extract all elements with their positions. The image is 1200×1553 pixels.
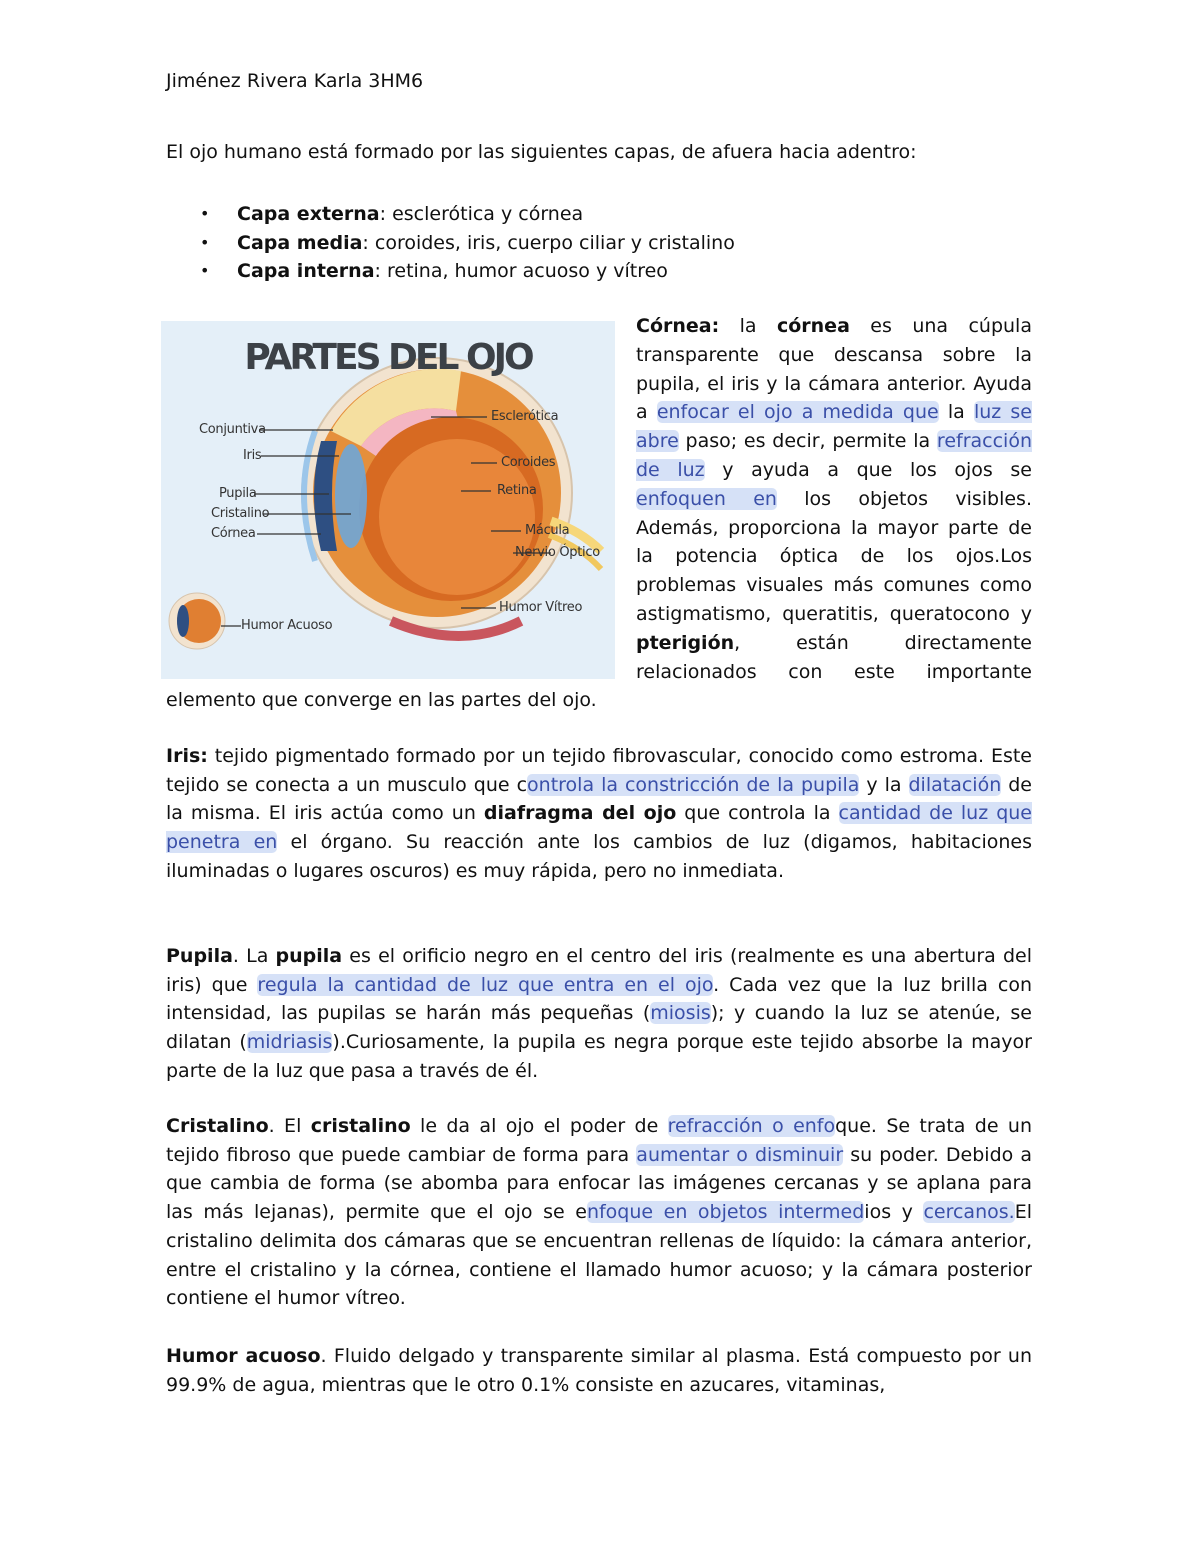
- iris-heading: Iris:: [166, 745, 208, 767]
- highlight: nfoque en objetos intermed: [586, 1201, 865, 1224]
- humor-acuoso-paragraph: Humor acuoso. Fluido delgado y transparente similar al plasma. Está compuesto por un 99.9% de agua, mientras que le otro 0.1% consiste en azucares, vitaminas,: [166, 1345, 1033, 1396]
- label-nervio-optico: Nervio Óptico: [515, 545, 600, 560]
- layer-description: retina, humor acuoso y vítreo: [386, 260, 668, 282]
- highlight: refracción de luz: [636, 430, 1032, 481]
- pupila-heading: Pupila: [166, 945, 233, 967]
- humor-acuoso-heading: Humor acuoso: [166, 1345, 321, 1367]
- list-item: • Capa externa: esclerótica y córnea: [166, 200, 735, 229]
- highlight: cercanos.: [923, 1201, 1015, 1224]
- label-humor-acuoso: Humor Acuoso: [241, 618, 333, 633]
- label-conjuntiva: Conjuntiva: [199, 422, 266, 437]
- label-cornea: Córnea: [211, 526, 256, 541]
- author-line: Jiménez Rivera Karla 3HM6: [166, 70, 424, 92]
- highlight: miosis: [650, 1002, 711, 1025]
- intro-sentence: El ojo humano está formado por las siguientes capas, de afuera hacia adentro:: [166, 141, 917, 163]
- layer-name: Capa interna: [237, 260, 375, 282]
- highlight: dilatación: [908, 773, 1002, 796]
- label-esclerotica: Esclerótica: [491, 409, 559, 424]
- label-humor-vitreo: Humor Vítreo: [499, 600, 583, 615]
- highlight: cantidad de luz que penetra en: [166, 802, 1032, 854]
- highlight: midriasis: [246, 1031, 333, 1054]
- list-item: • Capa media: coroides, iris, cuerpo ciliar y cristalino: [166, 229, 735, 258]
- pupila-paragraph: Pupila. La pupila es el orificio negro en el centro del iris (realmente es una abertura del iris) que regula la cantidad de luz que entra en el ojo. Cada vez que la luz brilla con intensidad, las pupilas se harán más pequeñas (miosis); y cuando la luz se atenúe, se dilatan (midriasis).Curiosamente, la pupila es negra porque este tejido absorbe la mayor parte de la luz que pasa a través de él.: [166, 945, 1033, 1082]
- highlight: enfocar el ojo a medida que: [656, 401, 939, 424]
- label-iris: Iris: [243, 448, 262, 463]
- cornea-paragraph: Córnea: la córnea es una cúpula transparente que descansa sobre la pupila, el iris y la cámara anterior. Ayuda a enfocar el ojo a medida que la luz se abre paso; es decir, permite la refracción de luz y ayuda a que los ojos se enfoquen en los objetos visibles. Además, proporciona la mayor parte de la potencia óptica de los ojos.Los problemas visuales más comunes como astigmatismo, queratitis, queratocono y pterigión, están directamente relacionados con este importante elemento que converge en las partes del ojo.: [166, 315, 1032, 712]
- cornea-heading: Córnea:: [636, 315, 720, 337]
- figure-title: PARTES DEL OJO: [244, 337, 532, 378]
- layer-description: coroides, iris, cuerpo ciliar y cristalino: [374, 231, 735, 254]
- label-retina: Retina: [497, 483, 537, 498]
- label-coroides: Coroides: [501, 455, 556, 470]
- highlight: aumentar o disminuir: [636, 1143, 844, 1166]
- highlight: luz se abre: [636, 401, 1032, 453]
- iris-paragraph: Iris: tejido pigmentado formado por un tejido fibrovascular, conocido como estroma. Este tejido se conecta a un musculo que controla la constricción de la pupila y la dilatación de la misma. El iris actúa como un diafragma del ojo que controla la cantidad de luz que penetra en el órgano. Su reacción ante los cambios de luz (digamos, habitaciones iluminadas o lugares oscuros) es muy rápida, pero no inmediata.: [166, 745, 1032, 882]
- highlight: enfoquen en: [636, 487, 777, 510]
- cristalino-heading: Cristalino: [166, 1115, 269, 1137]
- list-item: • Capa interna: retina, humor acuoso y vítreo: [166, 257, 735, 286]
- label-pupila: Pupila: [219, 486, 257, 501]
- layer-description: esclerótica y córnea: [392, 203, 584, 225]
- highlight: regula la cantidad de luz que entra en el ojo: [257, 973, 714, 996]
- layer-name: Capa media: [237, 231, 363, 254]
- highlight: ontrola la constricción de la pupila: [527, 773, 860, 796]
- label-cristalino: Cristalino: [211, 506, 270, 521]
- label-macula: Mácula: [525, 523, 570, 538]
- layer-name: Capa externa: [237, 203, 380, 225]
- highlight: refracción o enfo: [667, 1115, 836, 1137]
- cristalino-paragraph: Cristalino. El cristalino le da al ojo el poder de refracción o enfoque. Se trata de un tejido fibroso que puede cambiar de forma para aumentar o disminuir su poder. Debido a que cambia de forma (se abomba para enfocar las imágenes cercanas y se aplana para las más lejanas), permite que el ojo se enfoque en objetos intermedios y cercanos.El cristalino delimita dos cámaras que se encuentran rellenas de líquido: la cámara anterior, entre el cristalino y la córnea, contiene el llamado humor acuoso; y la cámara posterior contiene el humor vítreo.: [166, 1115, 1032, 1310]
- eye-layers-list: [166, 200, 735, 286]
